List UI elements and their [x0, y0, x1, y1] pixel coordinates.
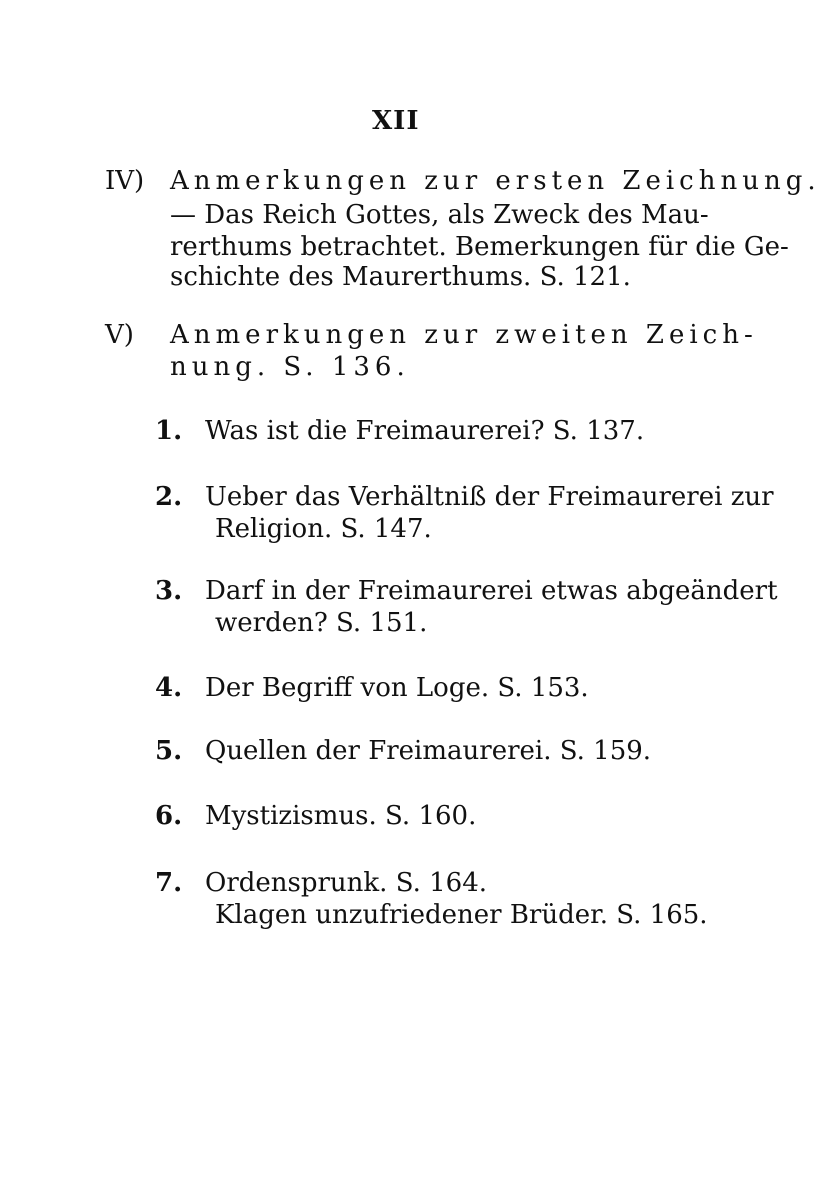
item-7-line-2: Klagen unzufriedener Brüder. S. 165. [215, 900, 708, 930]
item-1-number: 1. [155, 416, 183, 446]
item-7-number: 7. [155, 868, 183, 898]
section-v-line-2: nung. S. 136. [170, 352, 410, 382]
item-3-number: 3. [155, 576, 183, 606]
section-iv-label: IV) [105, 166, 145, 196]
item-4-line-1: Der Begriff von Loge. S. 153. [205, 673, 589, 703]
section-v-line-1: Anmerkungen zur zweiten Zeich- [170, 320, 758, 350]
item-2-line-1: Ueber das Verhältniß der Freimaurerei zur [205, 482, 774, 512]
item-4-number: 4. [155, 673, 183, 703]
item-1-line-1: Was ist die Freimaurerei? S. 137. [205, 416, 645, 446]
section-iv-line-1: Anmerkungen zur ersten Zeichnung. [170, 166, 821, 196]
item-6-number: 6. [155, 801, 183, 831]
item-2-line-2: Religion. S. 147. [215, 514, 432, 544]
item-5-number: 5. [155, 736, 183, 766]
section-v-label: V) [105, 320, 134, 350]
page-number: XII [372, 106, 420, 136]
section-iv-line-3: rerthums betrachtet. Bemerkungen für die Ge- [170, 232, 789, 262]
item-2-number: 2. [155, 482, 183, 512]
section-iv-line-2: — Das Reich Gottes, als Zweck des Mau- [170, 200, 709, 230]
item-3-line-2: werden? S. 151. [215, 608, 428, 638]
item-6-line-1: Mystizismus. S. 160. [205, 801, 477, 831]
item-3-line-1: Darf in der Freimaurerei etwas abgeändert [205, 576, 778, 606]
item-5-line-1: Quellen der Freimaurerei. S. 159. [205, 736, 652, 766]
section-iv-line-4: schichte des Maurerthums. S. 121. [170, 262, 631, 292]
item-7-line-1: Ordensprunk. S. 164. [205, 868, 488, 898]
